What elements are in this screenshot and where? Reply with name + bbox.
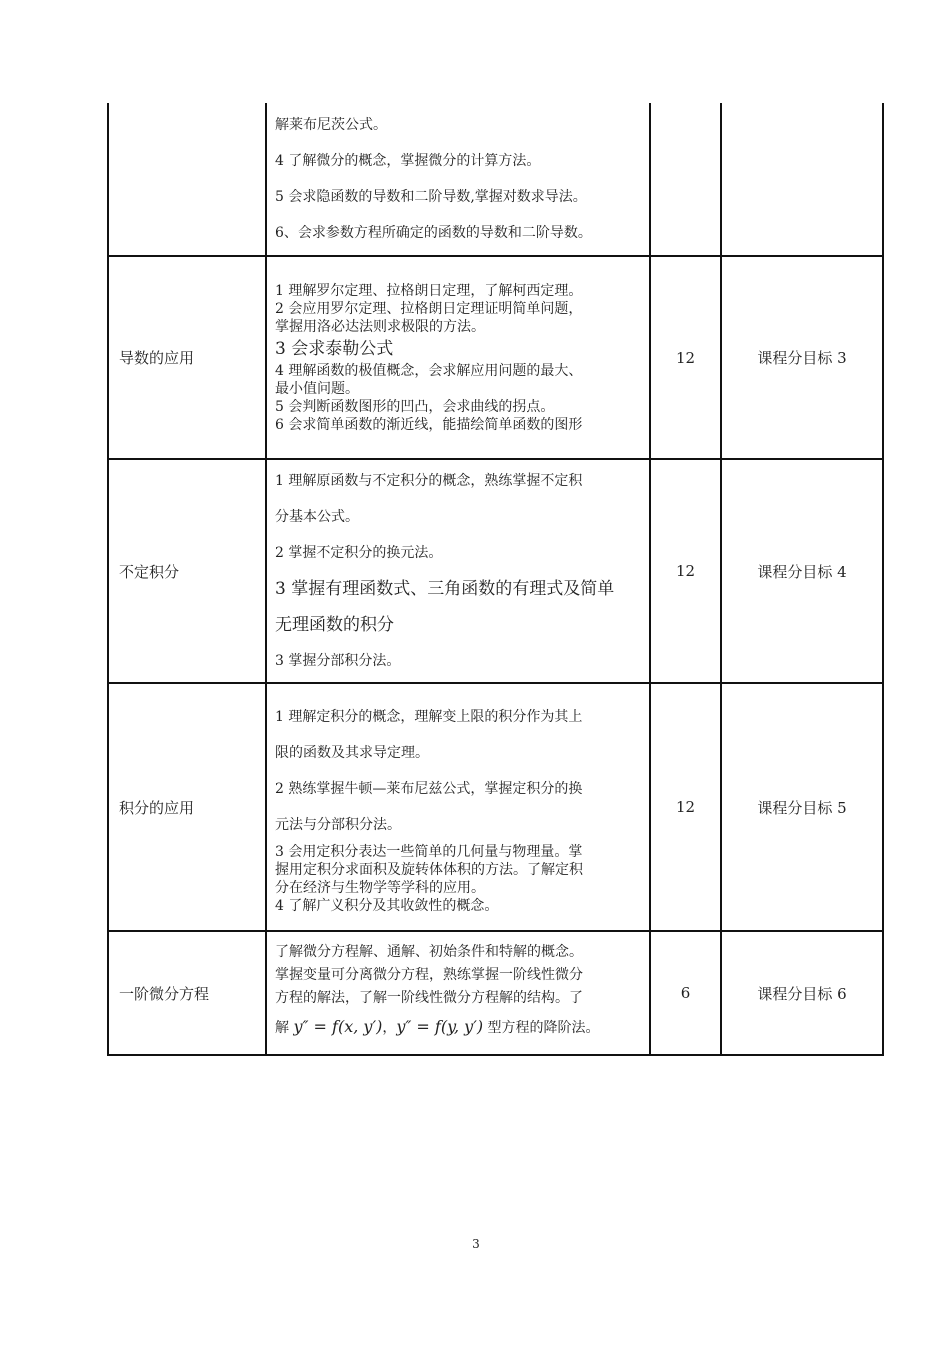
hours-cell: 12 xyxy=(650,256,721,459)
content-line: 4 了解微分的概念，掌握微分的计算方法。 xyxy=(275,153,541,169)
goal-cell xyxy=(721,103,883,256)
content-cell xyxy=(266,256,650,459)
content-line: 4 理解函数的极值概念，会求解应用问题的最大、 xyxy=(275,362,583,379)
content-line: 5 会求隐函数的导数和二阶导数,掌握对数求导法。 xyxy=(275,189,587,205)
formula-suffix: 型方程的降阶法。 xyxy=(483,1020,600,1036)
table-row xyxy=(108,103,883,256)
content-line: 1 理解定积分的概念，理解变上限的积分作为其上 xyxy=(275,709,583,725)
content-cell xyxy=(266,683,650,931)
content-line: 3 会用定积分表达一些简单的几何量与物理量。掌 xyxy=(275,844,583,860)
content-line: 元法与分部积分法。 xyxy=(275,817,401,833)
content-line: 5 会判断函数图形的凹凸，会求曲线的拐点。 xyxy=(275,398,555,415)
formula-1: y″ = f(x, y′) xyxy=(293,1017,383,1036)
content-cell xyxy=(266,931,650,1055)
content-line: 最小值问题。 xyxy=(275,380,359,397)
goal-cell: 课程分目标 5 xyxy=(721,683,883,931)
content-line: 3 会求泰勒公式 xyxy=(275,338,394,359)
topic-cell: 不定积分 xyxy=(108,459,266,683)
content-line: 无理函数的积分 xyxy=(275,615,394,635)
content-line: 解莱布尼茨公式。 xyxy=(275,117,387,133)
content-line: 2 会应用罗尔定理、拉格朗日定理证明简单问题， xyxy=(275,300,583,317)
topic-cell: 积分的应用 xyxy=(108,683,266,931)
content-line: 4 了解广义积分及其收敛性的概念。 xyxy=(275,898,499,914)
table-row xyxy=(108,683,883,931)
content-line: 3 掌握有理函数式、三角函数的有理式及简单 xyxy=(275,579,615,599)
content-line: 6、会求参数方程所确定的函数的导数和二阶导数。 xyxy=(275,225,592,241)
formula-2: y″ = f(y, y′) xyxy=(396,1017,484,1036)
hours-cell: 12 xyxy=(650,683,721,931)
content-group xyxy=(275,699,643,843)
hours-cell: 6 xyxy=(650,931,721,1055)
formula-line xyxy=(275,1010,643,1045)
content-line: 掌握变量可分离微分方程，熟练掌握一阶线性微分 xyxy=(275,967,583,983)
content-line: 限的函数及其求导定理。 xyxy=(275,745,429,761)
content-line: 了解微分方程解、通解、初始条件和特解的概念。 xyxy=(275,944,583,960)
content-line: 1 理解罗尔定理、拉格朗日定理，了解柯西定理。 xyxy=(275,282,583,299)
content-line: 6 会求简单函数的渐近线，能描绘简单函数的图形 xyxy=(275,416,583,433)
hours-cell: 12 xyxy=(650,459,721,683)
goal-cell: 课程分目标 3 xyxy=(721,256,883,459)
goal-cell: 课程分目标 6 xyxy=(721,931,883,1055)
hours-cell xyxy=(650,103,721,256)
table-row xyxy=(108,931,883,1055)
formula-separator: ， xyxy=(382,1020,397,1036)
table-row xyxy=(108,256,883,459)
content-line: 2 熟练掌握牛顿—莱布尼兹公式，掌握定积分的换 xyxy=(275,781,583,797)
table-row xyxy=(108,459,883,683)
content-line: 2 掌握不定积分的换元法。 xyxy=(275,545,443,561)
content-line: 方程的解法，了解一阶线性微分方程解的结构。了 xyxy=(275,990,583,1006)
content-line: 握用定积分求面积及旋转体体积的方法。了解定积 xyxy=(275,862,583,878)
topic-cell xyxy=(108,103,266,256)
page-number: 3 xyxy=(472,1237,480,1251)
formula-prefix: 解 xyxy=(275,1020,294,1036)
content-cell xyxy=(266,103,650,256)
topic-cell: 一阶微分方程 xyxy=(108,931,266,1055)
content-line: 分在经济与生物学等学科的应用。 xyxy=(275,880,485,896)
content-line: 分基本公式。 xyxy=(275,509,359,525)
topic-cell: 导数的应用 xyxy=(108,256,266,459)
content-cell xyxy=(266,459,650,683)
goal-cell: 课程分目标 4 xyxy=(721,459,883,683)
course-content-table xyxy=(107,103,884,1056)
content-line: 1 理解原函数与不定积分的概念，熟练掌握不定积 xyxy=(275,473,583,489)
content-line: 掌握用洛必达法则求极限的方法。 xyxy=(275,318,485,335)
content-line: 3 掌握分部积分法。 xyxy=(275,653,401,669)
